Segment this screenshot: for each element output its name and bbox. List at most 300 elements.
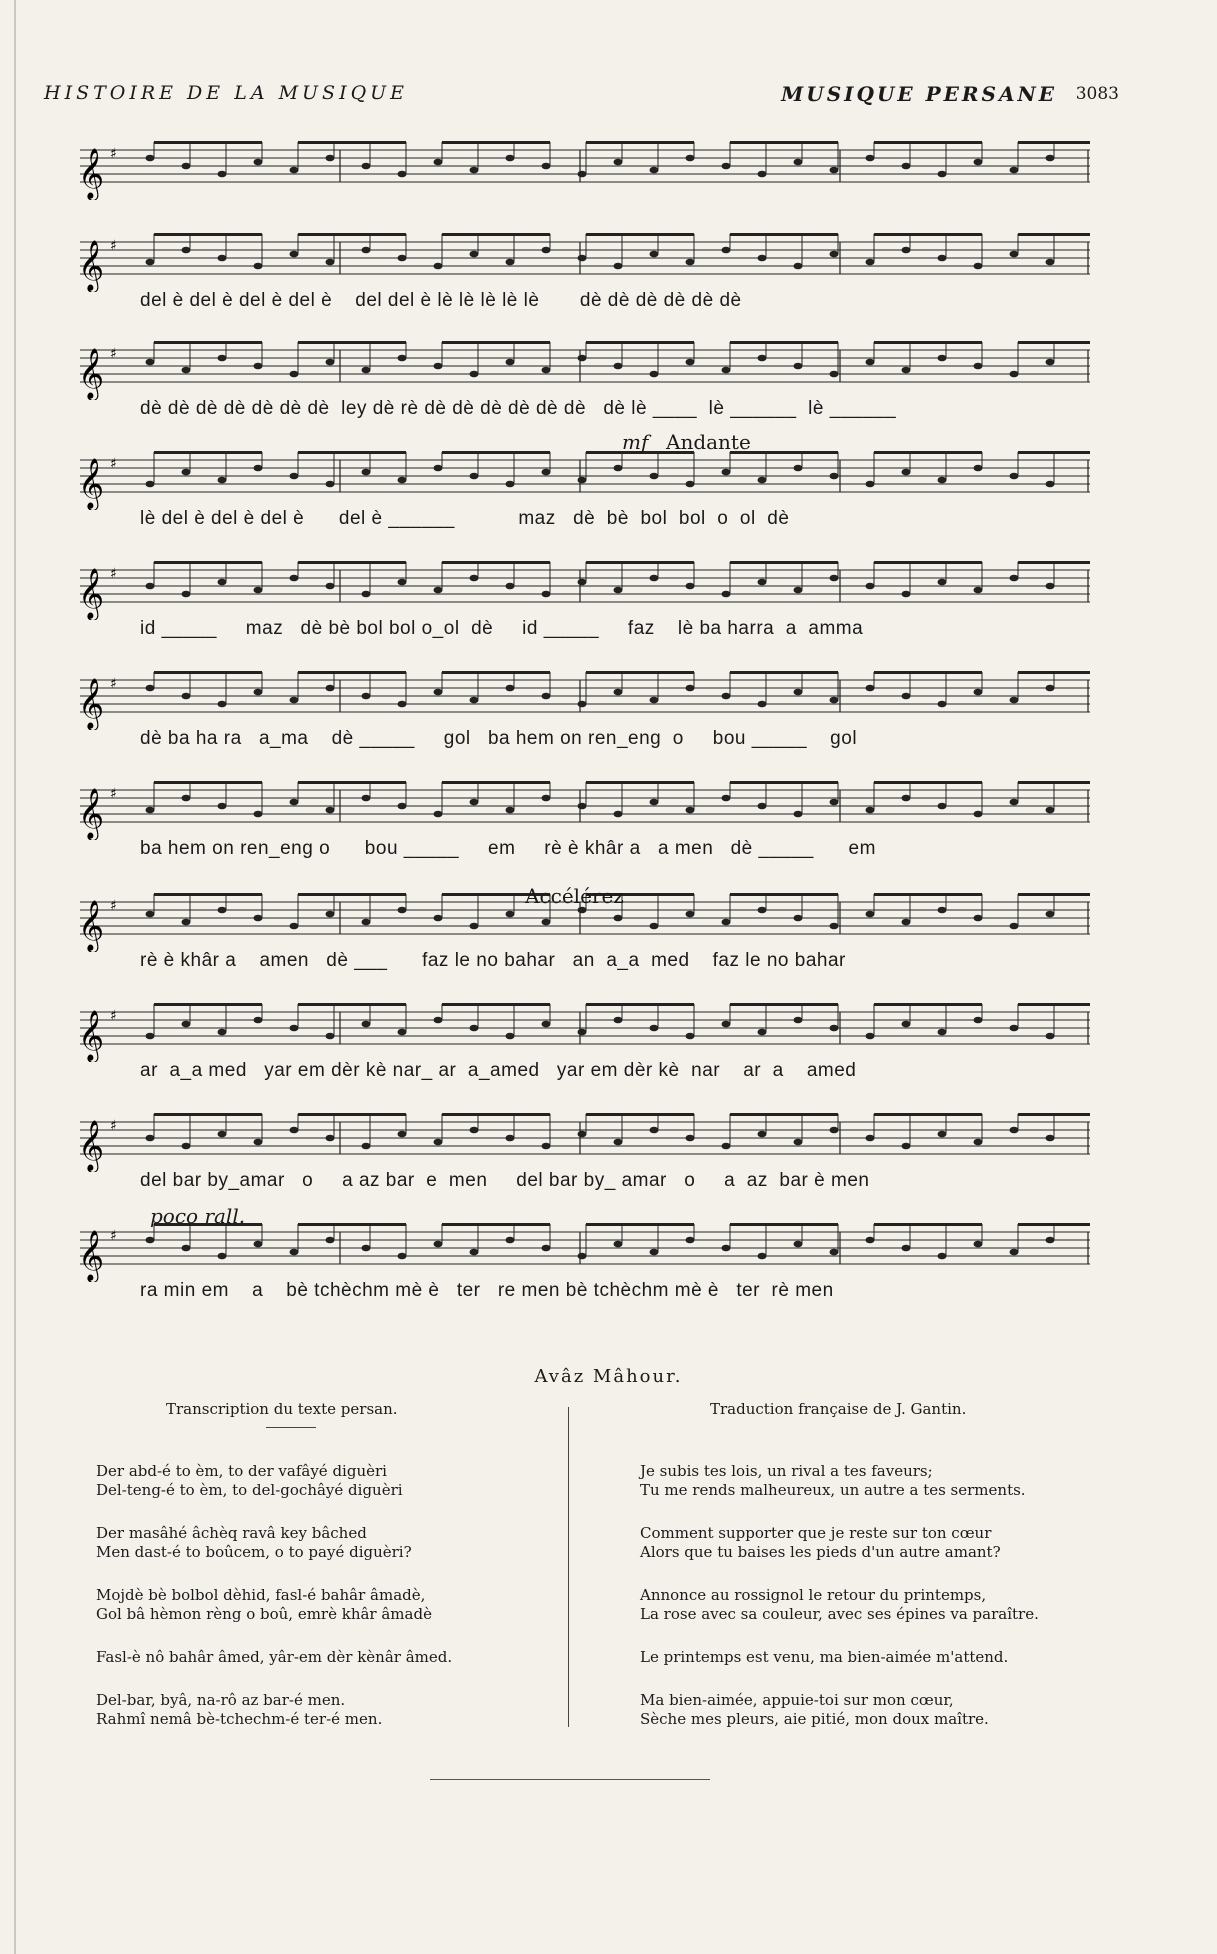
note-head [362, 367, 371, 374]
note-head [254, 159, 263, 166]
note-head [938, 1253, 947, 1260]
beam [586, 141, 694, 144]
treble-clef-icon: 𝄞 [78, 788, 105, 839]
beam [874, 671, 982, 674]
note-head [1010, 1249, 1019, 1256]
sharp-icon: ♯ [110, 566, 117, 582]
column-divider [568, 1407, 569, 1727]
staff-system [60, 1002, 1090, 1092]
note-head [650, 167, 659, 174]
note-head [398, 803, 407, 810]
beam [154, 141, 262, 144]
persian-stanza [96, 1691, 536, 1729]
note-head [722, 469, 731, 476]
french-line: La rose avec sa couleur, avec ses épines va paraître. [640, 1605, 1039, 1623]
beam [154, 893, 262, 896]
french-line: Tu me rends malheureux, un autre a tes serments. [640, 1481, 1026, 1499]
beam [1018, 451, 1090, 454]
beam [298, 141, 406, 144]
note-head [1046, 155, 1055, 162]
beam [1018, 893, 1090, 896]
beam [874, 893, 982, 896]
note-head [1046, 1033, 1055, 1040]
staff-system [60, 560, 1090, 650]
note-head [902, 591, 911, 598]
note-head [650, 473, 659, 480]
note-head [974, 363, 983, 370]
note-head [650, 575, 659, 582]
note-head [650, 1127, 659, 1134]
staff-system [60, 140, 1090, 230]
note-head [794, 159, 803, 166]
note-head [974, 465, 983, 472]
note-head [722, 693, 731, 700]
note-head [146, 685, 155, 692]
note-head [866, 1135, 875, 1142]
note-head [326, 359, 335, 366]
beam [1018, 141, 1090, 144]
note-head [1046, 685, 1055, 692]
note-head [578, 1131, 587, 1138]
note-head [182, 1021, 191, 1028]
note-head [650, 251, 659, 258]
beam [874, 1223, 982, 1226]
french-line: Annonce au rossignol le retour du printemps, [640, 1586, 987, 1604]
note-head [902, 163, 911, 170]
note-head [578, 255, 587, 262]
note-head [974, 263, 983, 270]
sharp-icon: ♯ [110, 146, 117, 162]
treble-clef-icon: 𝄞 [78, 678, 105, 729]
note-head [542, 163, 551, 170]
note-head [722, 919, 731, 926]
note-head [902, 367, 911, 374]
note-head [794, 915, 803, 922]
staff-system [60, 450, 1090, 540]
note-head [938, 803, 947, 810]
note-head [182, 163, 191, 170]
note-head [902, 1143, 911, 1150]
note-head [470, 799, 479, 806]
note-head [614, 811, 623, 818]
staff [60, 340, 1090, 400]
beam [730, 893, 838, 896]
note-head [794, 1017, 803, 1024]
note-head [146, 259, 155, 266]
note-head [794, 811, 803, 818]
beam [730, 341, 838, 344]
french-stanza [640, 1524, 1100, 1562]
note-head [758, 701, 767, 708]
note-head [254, 363, 263, 370]
beam [1018, 561, 1090, 564]
note-head [470, 697, 479, 704]
french-line: Alors que tu baises les pieds d'un autre amant? [640, 1543, 1001, 1561]
note-head [470, 167, 479, 174]
note-head [182, 693, 191, 700]
beam [730, 1113, 838, 1116]
page-number: 3083 [1075, 84, 1119, 104]
note-head [146, 807, 155, 814]
beam [1018, 233, 1090, 236]
note-head [182, 1245, 191, 1252]
beam [586, 1003, 694, 1006]
note-head [326, 685, 335, 692]
beam [1018, 781, 1090, 784]
note-head [290, 251, 299, 258]
beam [874, 1003, 982, 1006]
lyric-line: del è del è del è del è del del è lè lè lè lè lè dè dè dè dè dè dè [140, 290, 742, 311]
beam [442, 1113, 550, 1116]
beam [298, 1003, 406, 1006]
french-stanza [640, 1648, 1100, 1667]
note-head [182, 795, 191, 802]
note-head [146, 911, 155, 918]
note-head [218, 477, 227, 484]
note-head [866, 1237, 875, 1244]
note-head [542, 591, 551, 598]
column-heading-left: Transcription du texte persan. [166, 1400, 398, 1418]
sharp-icon: ♯ [110, 786, 117, 802]
beam [298, 233, 406, 236]
note-head [722, 591, 731, 598]
note-head [1010, 1127, 1019, 1134]
beam [1018, 671, 1090, 674]
note-head [758, 1253, 767, 1260]
note-head [830, 473, 839, 480]
note-head [866, 359, 875, 366]
note-head [938, 1029, 947, 1036]
beam [586, 1113, 694, 1116]
sharp-icon: ♯ [110, 676, 117, 692]
note-head [506, 583, 515, 590]
note-head [506, 911, 515, 918]
note-head [434, 263, 443, 270]
lyric-line: del bar by_amar o a az bar e men del bar by_ amar o a az bar è men [140, 1170, 870, 1191]
staff [60, 1002, 1090, 1062]
note-head [326, 1237, 335, 1244]
note-head [218, 803, 227, 810]
beam [730, 1223, 838, 1226]
note-head [758, 171, 767, 178]
beam [586, 233, 694, 236]
note-head [758, 477, 767, 484]
persian-line: Mojdè bè bolbol dèhid, fasl-é bahâr âmadè, [96, 1586, 426, 1604]
staff [60, 560, 1090, 620]
note-head [830, 1025, 839, 1032]
beam [1018, 1003, 1090, 1006]
beam [1018, 341, 1090, 344]
note-head [830, 697, 839, 704]
note-head [1046, 359, 1055, 366]
note-head [686, 1033, 695, 1040]
note-head [614, 263, 623, 270]
persian-transcription-column [96, 1400, 536, 1753]
note-head [506, 259, 515, 266]
beam [298, 1223, 406, 1226]
note-head [686, 911, 695, 918]
note-head [326, 1135, 335, 1142]
note-head [434, 1139, 443, 1146]
beam [586, 561, 694, 564]
staff [60, 780, 1090, 840]
beam [154, 233, 262, 236]
note-head [650, 371, 659, 378]
note-head [434, 587, 443, 594]
note-head [470, 251, 479, 258]
lyric-line: id _____ maz dè bè bol bol o_ol dè id _____ faz lè ba harra a amma [140, 618, 864, 639]
column-heading-right: Traduction française de J. Gantin. [710, 1400, 967, 1418]
staff [60, 232, 1090, 292]
lyric-line: dè ba ha ra a_ma dè _____ gol ba hem on ren_eng o bou _____ gol [140, 728, 858, 749]
note-head [470, 923, 479, 930]
note-head [578, 171, 587, 178]
treble-clef-icon: 𝄞 [78, 148, 105, 199]
note-head [362, 1143, 371, 1150]
beam [298, 561, 406, 564]
french-stanza [640, 1691, 1100, 1729]
note-head [290, 167, 299, 174]
note-head [866, 1033, 875, 1040]
dynamic-mf: mf [622, 430, 649, 454]
note-head [398, 477, 407, 484]
tempo-poco-rall: poco rall. [150, 1204, 246, 1228]
staff [60, 1112, 1090, 1172]
note-head [578, 355, 587, 362]
note-head [290, 799, 299, 806]
note-head [686, 259, 695, 266]
note-head [542, 919, 551, 926]
note-head [506, 1135, 515, 1142]
persian-line: Del-teng-é to èm, to del-gochâyé diguèri [96, 1481, 403, 1499]
beam [154, 671, 262, 674]
note-head [182, 919, 191, 926]
note-head [758, 579, 767, 586]
note-head [434, 1241, 443, 1248]
note-head [470, 1249, 479, 1256]
note-head [290, 1249, 299, 1256]
note-head [542, 1143, 551, 1150]
lyric-line: dè dè dè dè dè dè dè ley dè rè dè dè dè dè dè dè dè lè ____ lè ______ lè ______ [140, 398, 897, 419]
note-head [506, 1033, 515, 1040]
treble-clef-icon: 𝄞 [78, 458, 105, 509]
heading-underline [266, 1427, 316, 1428]
note-head [434, 915, 443, 922]
note-head [614, 587, 623, 594]
note-head [290, 473, 299, 480]
note-head [254, 587, 263, 594]
note-head [1010, 575, 1019, 582]
note-head [362, 163, 371, 170]
french-stanza [640, 1586, 1100, 1624]
note-head [182, 591, 191, 598]
note-head [758, 1131, 767, 1138]
note-head [218, 171, 227, 178]
note-head [218, 579, 227, 586]
note-head [146, 1033, 155, 1040]
note-head [938, 579, 947, 586]
note-head [254, 263, 263, 270]
note-head [650, 1249, 659, 1256]
lyric-line: ra min em a bè tchèchm mè è ter re men bè tchèchm mè è ter rè men [140, 1280, 834, 1301]
note-head [578, 1253, 587, 1260]
running-header-right: MUSIQUE PERSANE [781, 82, 1057, 106]
treble-clef-icon: 𝄞 [78, 348, 105, 399]
tempo-andante: Andante [666, 430, 751, 454]
note-head [866, 259, 875, 266]
note-head [938, 255, 947, 262]
note-head [686, 685, 695, 692]
beam [154, 561, 262, 564]
note-head [578, 477, 587, 484]
note-head [254, 1017, 263, 1024]
note-head [218, 1131, 227, 1138]
lyric-line: ba hem on ren_eng o bou _____ em rè è khâr a a men dè _____ em [140, 838, 876, 859]
note-head [146, 359, 155, 366]
note-head [614, 689, 623, 696]
beam [586, 1223, 694, 1226]
note-head [290, 1127, 299, 1134]
note-head [218, 701, 227, 708]
beam [442, 561, 550, 564]
note-head [830, 371, 839, 378]
note-head [254, 811, 263, 818]
left-margin-rule [14, 0, 16, 1954]
note-head [722, 1245, 731, 1252]
note-head [794, 263, 803, 270]
note-head [1046, 1135, 1055, 1142]
note-head [722, 247, 731, 254]
beam [442, 671, 550, 674]
note-head [1010, 799, 1019, 806]
note-head [398, 907, 407, 914]
persian-line: Rahmî nemâ bè-tchechm-é ter-é men. [96, 1710, 383, 1728]
note-head [1046, 911, 1055, 918]
note-head [326, 1033, 335, 1040]
note-head [974, 1241, 983, 1248]
beam [730, 671, 838, 674]
persian-line: Der masâhé âchèq ravâ key bâched [96, 1524, 367, 1542]
note-head [1010, 697, 1019, 704]
note-head [146, 1237, 155, 1244]
note-head [830, 575, 839, 582]
note-head [614, 1241, 623, 1248]
note-head [830, 1127, 839, 1134]
note-head [1010, 167, 1019, 174]
note-head [1046, 807, 1055, 814]
note-head [578, 803, 587, 810]
note-head [758, 355, 767, 362]
staff [60, 670, 1090, 730]
note-head [542, 247, 551, 254]
note-head [578, 579, 587, 586]
note-head [506, 807, 515, 814]
note-head [866, 155, 875, 162]
lyric-line: rè è khâr a amen dè ___ faz le no bahar an a_a med faz le no bahar [140, 950, 846, 971]
note-head [902, 795, 911, 802]
french-line: Le printemps est venu, ma bien-aimée m'attend. [640, 1648, 1009, 1666]
note-head [614, 1139, 623, 1146]
beam [442, 1003, 550, 1006]
beam [442, 141, 550, 144]
note-head [974, 587, 983, 594]
note-head [506, 685, 515, 692]
note-head [254, 689, 263, 696]
note-head [470, 575, 479, 582]
note-head [218, 1253, 227, 1260]
note-head [830, 1249, 839, 1256]
staff-system [60, 232, 1090, 322]
staff [60, 450, 1090, 510]
beam [298, 451, 406, 454]
note-head [254, 915, 263, 922]
note-head [398, 579, 407, 586]
french-stanza [640, 1462, 1100, 1500]
note-head [794, 587, 803, 594]
note-head [326, 911, 335, 918]
note-head [1010, 371, 1019, 378]
note-head [542, 1245, 551, 1252]
note-head [506, 1237, 515, 1244]
beam [298, 671, 406, 674]
staff-system [60, 670, 1090, 760]
note-head [686, 583, 695, 590]
tempo-accelerez: Accélérez [525, 884, 624, 908]
note-head [722, 795, 731, 802]
sharp-icon: ♯ [110, 1118, 117, 1134]
note-head [362, 693, 371, 700]
beam [874, 781, 982, 784]
note-head [146, 481, 155, 488]
note-head [398, 1029, 407, 1036]
note-head [722, 163, 731, 170]
note-head [398, 171, 407, 178]
french-line: Je subis tes lois, un rival a tes faveurs; [640, 1462, 933, 1480]
note-head [938, 355, 947, 362]
note-head [542, 469, 551, 476]
note-head [326, 807, 335, 814]
beam [442, 1223, 550, 1226]
note-head [578, 701, 587, 708]
note-head [974, 811, 983, 818]
treble-clef-icon: 𝄞 [78, 1010, 105, 1061]
note-head [470, 473, 479, 480]
note-head [974, 689, 983, 696]
note-head [290, 697, 299, 704]
section-title: Avâz Mâhour. [534, 1366, 683, 1387]
note-head [182, 469, 191, 476]
note-head [542, 693, 551, 700]
beam [586, 781, 694, 784]
beam [154, 1003, 262, 1006]
persian-line: Der abd-é to èm, to der vafâyé diguèri [96, 1462, 387, 1480]
note-head [866, 807, 875, 814]
note-head [902, 919, 911, 926]
note-head [254, 1241, 263, 1248]
beam [442, 781, 550, 784]
note-head [506, 359, 515, 366]
persian-stanza [96, 1462, 536, 1500]
persian-stanza [96, 1586, 536, 1624]
note-head [362, 1021, 371, 1028]
note-head [182, 1143, 191, 1150]
beam [1018, 1223, 1090, 1226]
note-head [146, 583, 155, 590]
note-head [434, 465, 443, 472]
note-head [686, 1135, 695, 1142]
note-head [398, 701, 407, 708]
lyric-line: ar a_a med yar em dèr kè nar_ ar a_amed yar em dèr kè nar ar a amed [140, 1060, 857, 1081]
